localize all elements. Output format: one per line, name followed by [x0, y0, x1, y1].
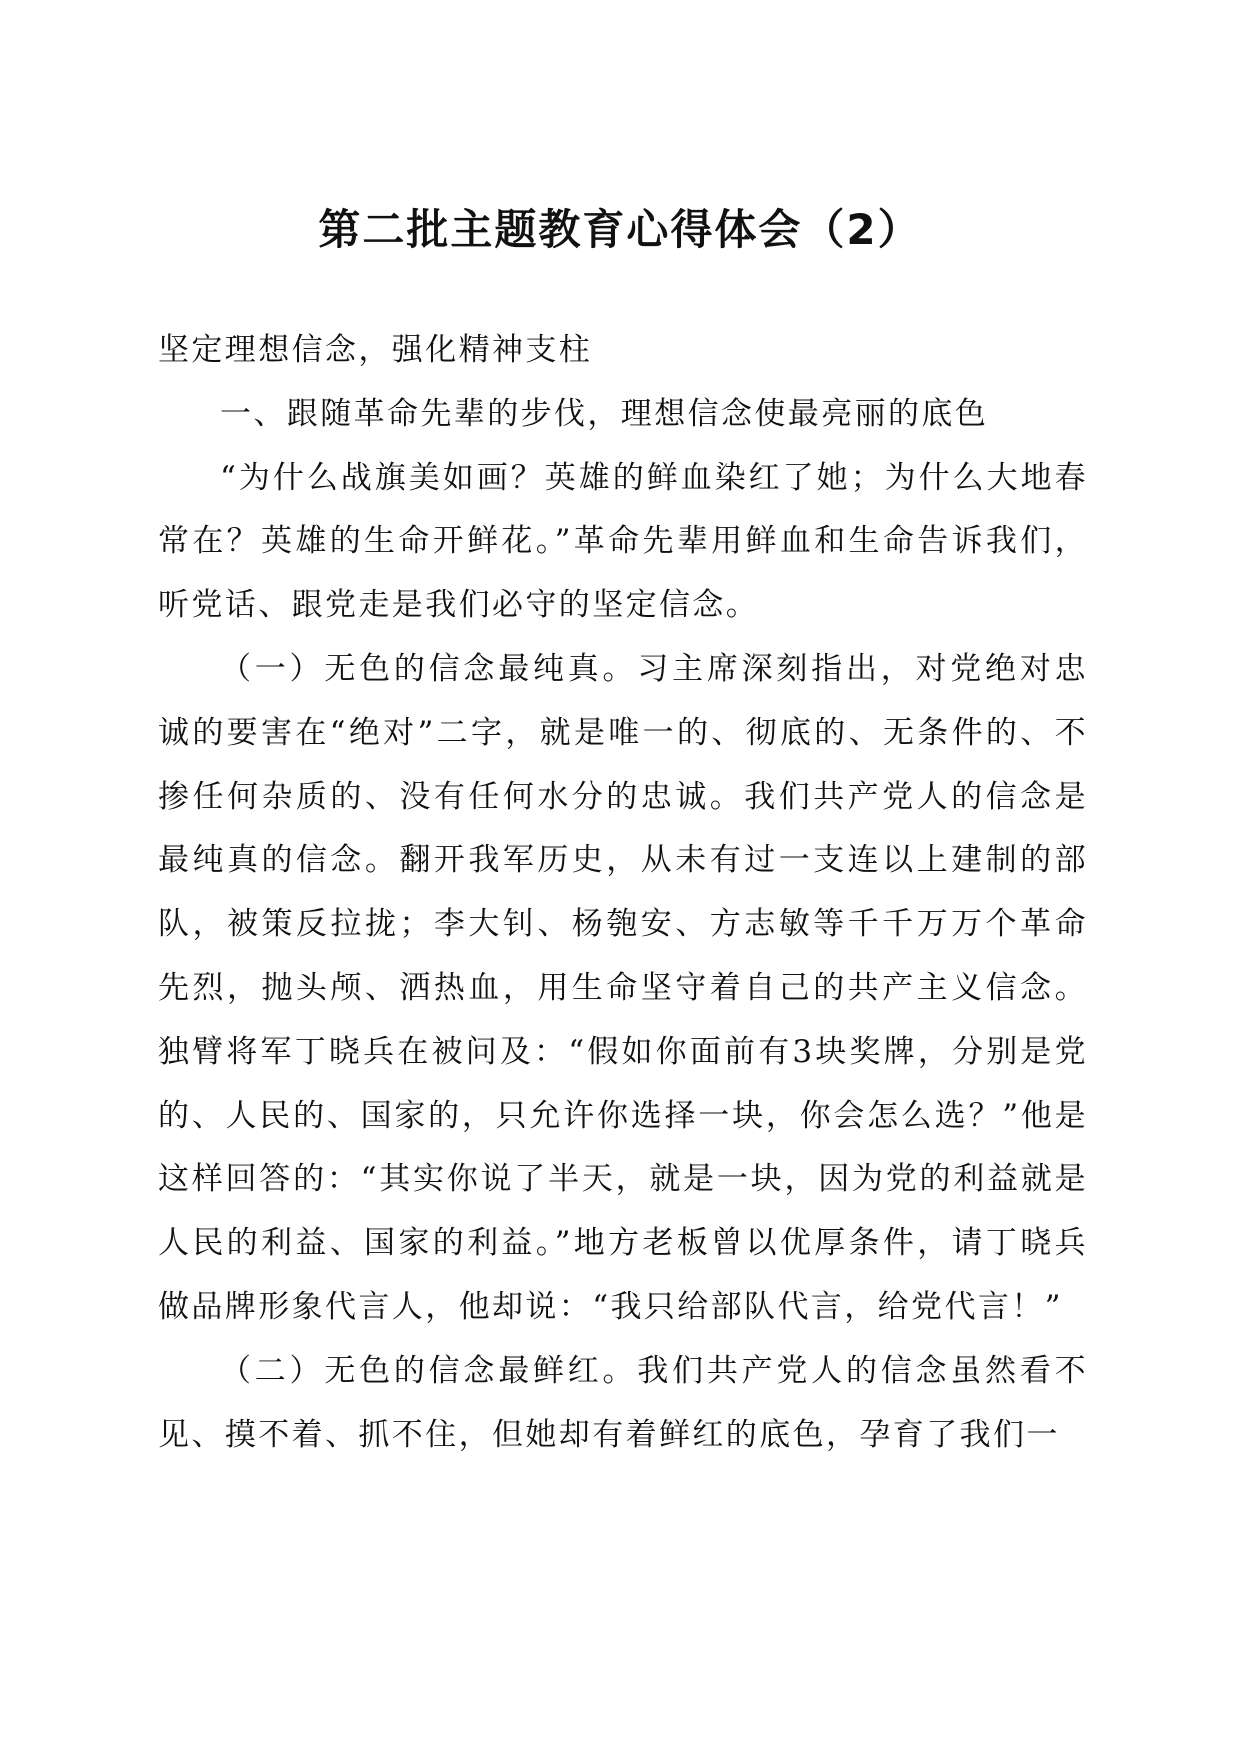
- document-title: 第二批主题教育心得体会（2）: [318, 205, 922, 254]
- document-subtitle: 坚定理想信念，强化精神支柱: [158, 332, 593, 368]
- section-heading: 一、跟随革命先辈的步伐，理想信念使最亮丽的底色: [220, 395, 989, 432]
- document-body: [158, 319, 1088, 1467]
- body-paragraph: （二）无色的信念最鲜红。我们共产党人的信念虽然看不见、摸不着、抓不住，但她却有着鲜红的底色，孕育了我们一: [158, 1352, 1088, 1453]
- body-paragraph: （一）无色的信念最纯真。习主席深刻指出，对党绝对忠诚的要害在“绝对”二字，就是唯一的、彻底的、无条件的、不掺任何杂质的、没有任何水分的忠诚。我们共产党人的信念是最纯真的信念。翻开我军历史，从未有过一支连以上建制的部队，被策反拉拢；李大钊、杨匏安、方志敏等千千万万个革命先烈，抛头颅、洒热血，用生命坚守着自己的共产主义信念。独臂将军丁晓兵在被问及：“假如你面前有3块奖牌，分别是党的、人民的、国家的，只允许你选择一块，你会怎么选？”他是这样回答的：“其实你说了半天，就是一块，因为党的利益就是人民的利益、国家的利益。”地方老板曾以优厚条件，请丁晓兵做品牌形象代言人，他却说：“我只给部队代言，给党代言！”: [158, 650, 1088, 1325]
- body-paragraph: “为什么战旗美如画？英雄的鲜血染红了她；为什么大地春常在？英雄的生命开鲜花。”革命先辈用鲜血和生命告诉我们，听党话、跟党走是我们必守的坚定信念。: [158, 459, 1088, 624]
